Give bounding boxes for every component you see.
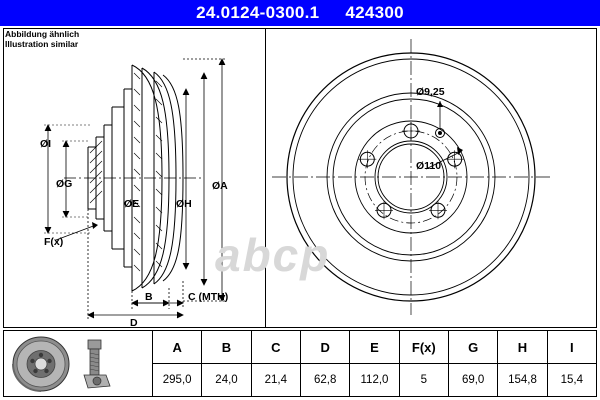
product-photo-cell: [4, 331, 153, 396]
table-grid: [153, 331, 596, 396]
disc-section-view: [4, 29, 265, 327]
value-c: 21,4: [252, 364, 301, 396]
col-header-g: G: [449, 331, 498, 363]
col-header-h: H: [498, 331, 547, 363]
label-diameter-h: ØH: [176, 198, 192, 210]
label-diameter-a: ØA: [212, 180, 228, 192]
col-header-a: A: [153, 331, 202, 363]
label-force-fx: F(x): [44, 236, 64, 248]
label-diameter-e: ØE: [124, 198, 140, 210]
col-header-b: B: [202, 331, 251, 363]
dimension-table: [3, 330, 597, 397]
table-header-row: [153, 331, 596, 364]
label-dim-b: B: [145, 291, 153, 303]
label-dim-d: D: [130, 317, 138, 327]
value-a: 295,0: [153, 364, 202, 396]
alt-number: 424300: [345, 3, 404, 22]
note-line-de: Abbildung ähnlich: [5, 29, 80, 39]
value-b: 24,0: [202, 364, 251, 396]
label-pcd-diameter: Ø110: [416, 160, 442, 172]
value-i: 15,4: [560, 374, 583, 386]
watermark-text: abcp: [215, 229, 331, 281]
value-d: 62,8: [301, 364, 350, 396]
col-header-c: C: [252, 331, 301, 363]
label-diameter-g: ØG: [56, 178, 73, 190]
value-h: 154,8: [498, 364, 547, 396]
header-bar: [0, 0, 600, 26]
col-header-e: E: [350, 331, 399, 363]
value-e: 112,0: [350, 364, 399, 396]
bolt-icon: [76, 338, 122, 393]
col-header-i: I: [569, 339, 574, 355]
col-header-d: D: [301, 331, 350, 363]
value-fx: 5: [400, 364, 449, 396]
col-header-fx: F(x): [400, 331, 449, 363]
label-dim-c: C (MTH): [188, 291, 229, 303]
label-diameter-i: ØI: [40, 138, 52, 150]
label-hole-diameter: Ø9,25: [416, 86, 445, 98]
note-line-en: Illustration similar: [5, 39, 79, 49]
part-number: 24.0124-0300.1: [196, 3, 320, 22]
table-value-row: [153, 364, 596, 396]
value-g: 69,0: [449, 364, 498, 396]
disc-front-view: [266, 29, 596, 327]
brake-disc-icon: [10, 336, 72, 393]
